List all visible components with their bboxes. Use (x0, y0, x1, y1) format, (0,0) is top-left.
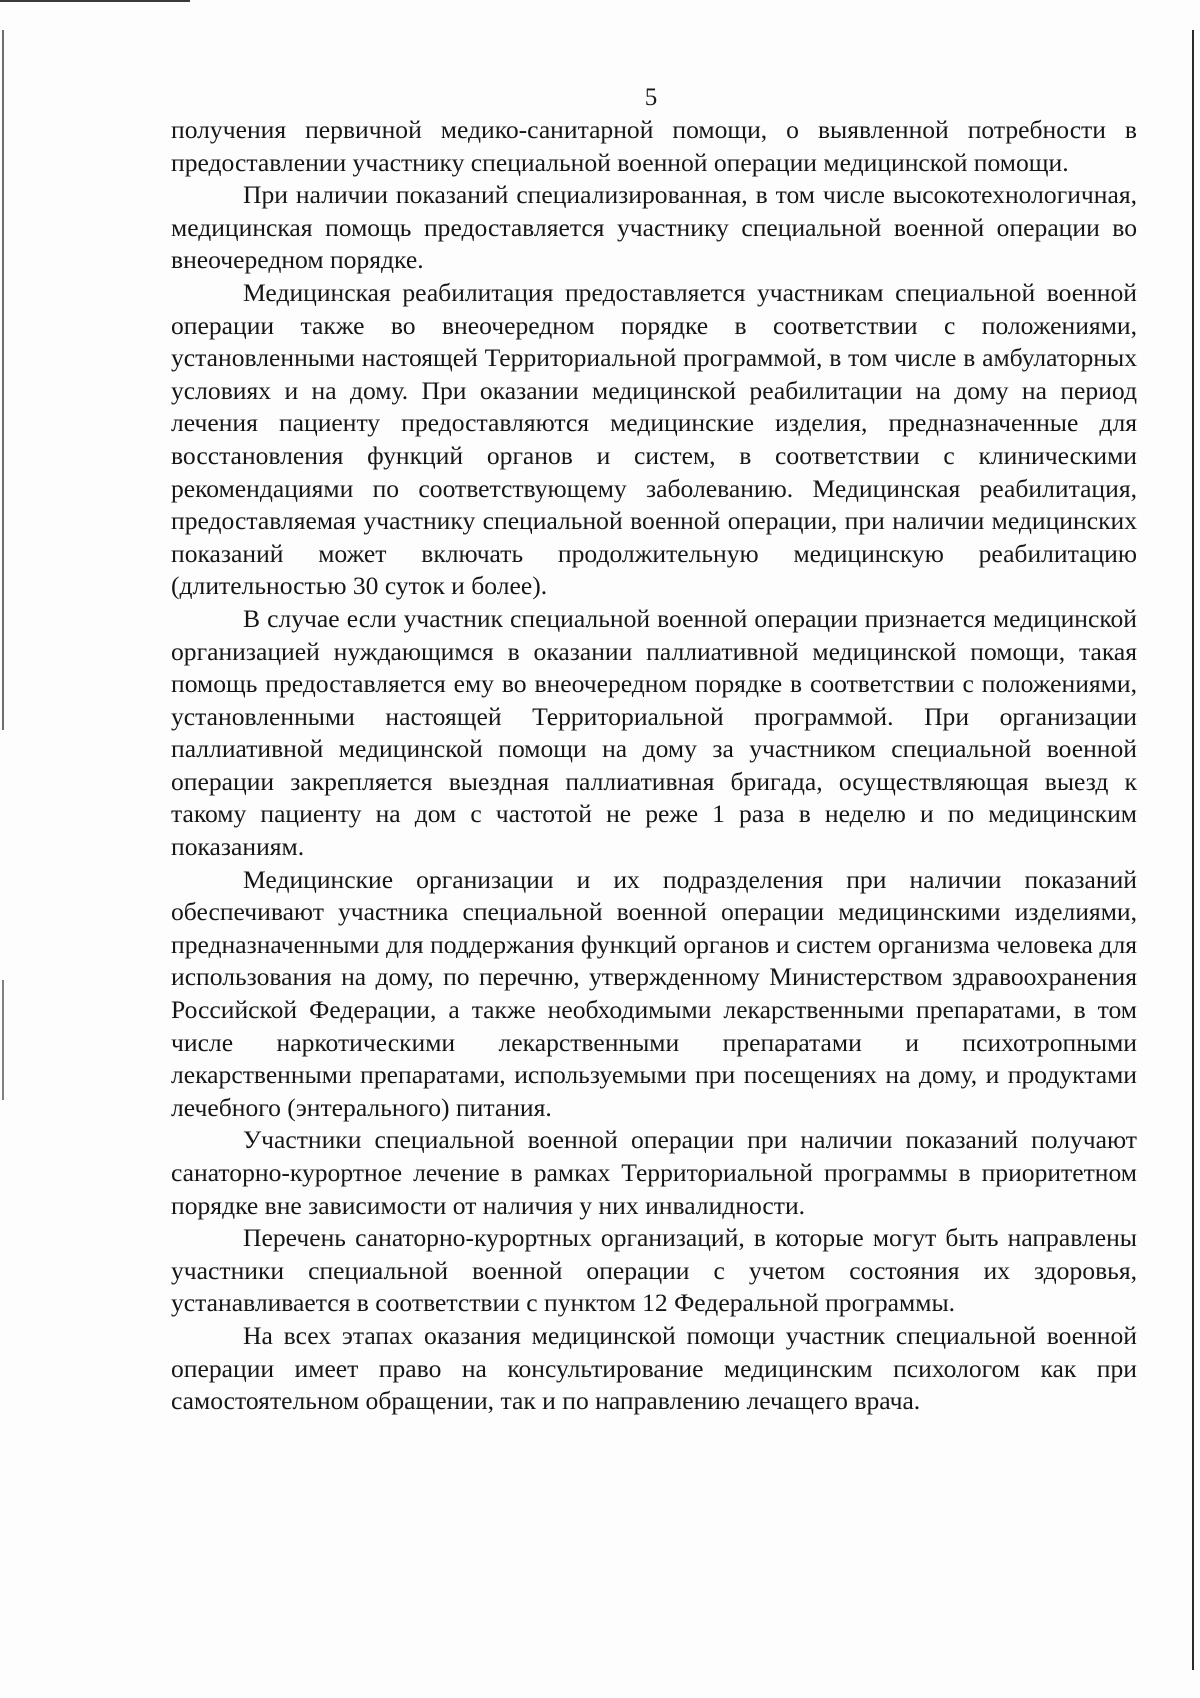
paragraph: Медицинские организации и их подразделения при наличии показаний обеспечивают участника специальной военной операции медицинскими изделиями, предназначенными для поддержания функций органов и систем организма человека для использования на дому, по перечню, утвержденному Министерством здравоохранения Российской Федерации, а также необходимыми лекарственными препаратами, в том числе наркотическими лекарственными препаратами и психотропными лекарственными препаратами, используемыми при посещениях на дому, и продуктами лечебного (энтерального) питания. (171, 864, 1137, 1122)
paragraph: На всех этапах оказания медицинской помощи участник специальной военной операции имеет право на консультирование медицинским психологом как при самостоятельном обращении, так и по направлению лечащего врача. (171, 1320, 1137, 1416)
paragraph: В случае если участник специальной военной операции признается медицинской организацией нуждающимся в оказании паллиативной медицинской помощи, такая помощь предоставляется ему во внеочередном порядке в соответствии с положениями, установленными настоящей Территориальной программой. При организации паллиативной медицинской помощи на дому за участником специальной военной операции закрепляется выездная паллиативная бригада, осуществляющая выезд к такому пациенту на дом с частотой не реже 1 раза в неделю и по медицинским показаниям. (171, 603, 1137, 862)
scan-artifact-line (0, 0, 190, 2)
document-body (171, 114, 1137, 1418)
scan-artifact-right-edge (1192, 30, 1194, 1670)
page-number: 5 (644, 84, 658, 111)
paragraph: При наличии показаний специализированная, в том числе высокотехнологичная, медицинская помощь предоставляется участнику специальной военной операции во внеочередном порядке. (171, 180, 1137, 275)
paragraph: Перечень санаторно-курортных организаций, в которые могут быть направлены участники специальной военной операции с учетом состояния их здоровья, устанавливается в соответствии с пунктом 12 Федеральной программы. (171, 1223, 1137, 1318)
paragraph: Участники специальной военной операции при наличии показаний получают санаторно-курортное лечение в рамках Территориальной программы в приоритетном порядке вне зависимости от наличия у них инвалидности. (171, 1125, 1137, 1220)
paragraph: получения первичной медико-санитарной помощи, о выявленной потребности в предоставлении участнику специальной военной операции медицинской помощи. (171, 115, 1137, 177)
scan-artifact-left-edge (2, 30, 4, 730)
scan-artifact-left-edge-lower (2, 980, 4, 1100)
paragraph: Медицинская реабилитация предоставляется участникам специальной военной операции также во внеочередном порядке в соответствии с положениями, установленными настоящей Территориальной программой, в том числе в амбулаторных условиях и на дому. При оказании медицинской реабилитации на дому на период лечения пациенту предоставляются медицинские изделия, предназначенные для восстановления функций органов и систем, в соответствии с клиническими рекомендациями по соответствующему заболеванию. Медицинская реабилитация, предоставляемая участнику специальной военной операции, при наличии медицинских показаний может включать продолжительную медицинскую реабилитацию (длительностью 30 суток и более). (171, 277, 1137, 601)
